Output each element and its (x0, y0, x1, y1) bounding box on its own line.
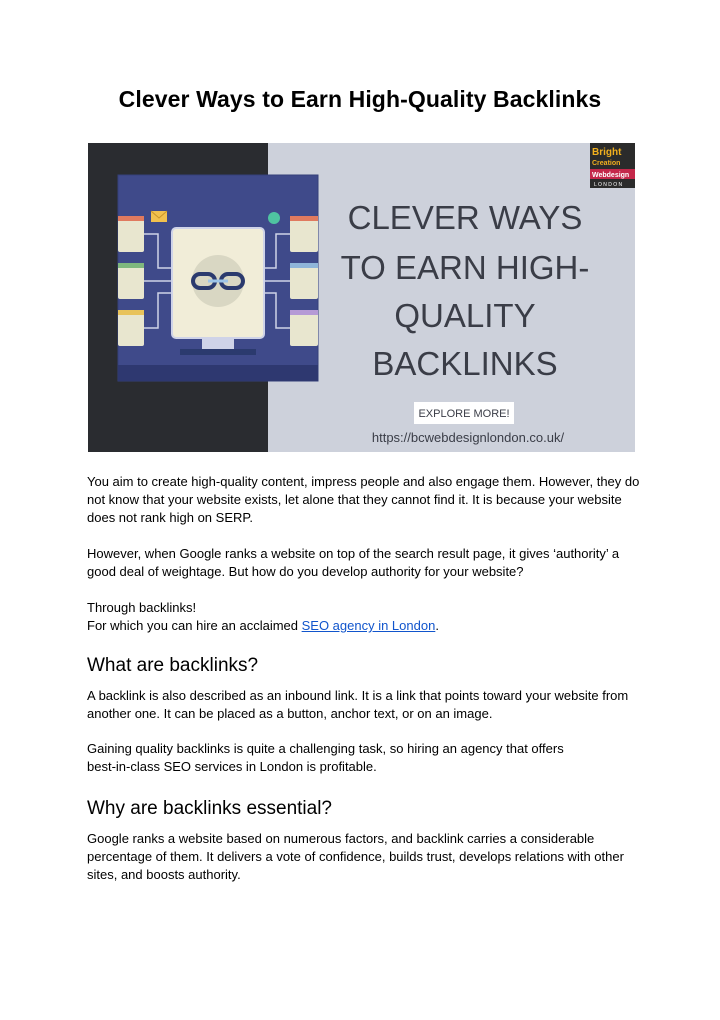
intro-line-suffix: . (435, 618, 439, 633)
banner-url: https://bcwebdesignlondon.co.uk/ (371, 430, 565, 445)
svg-text:L O N D O N: L O N D O N (594, 182, 623, 188)
intro-paragraph-1: You aim to create high-quality content, impress people and also engage them. However, they do not know that your website exists, let alone that they cannot find it. It is because your website does not rank high on SERP. (87, 474, 640, 525)
svg-text:Webdesign: Webdesign (592, 172, 630, 179)
svg-text:Bright: Bright (592, 147, 622, 158)
section1-paragraph-1: A backlink is also described as an inbound link. It is a link that points toward your website from another one. It can be placed as a button, anchor text, or on an image. (87, 688, 629, 721)
intro-line-through: Through backlinks! (87, 600, 197, 615)
section1-line-1: Gaining quality backlinks is quite a challenging task, so hiring an agency that offers (87, 741, 564, 756)
seo-agency-link[interactable]: SEO agency in London (301, 618, 436, 633)
banner-headline-line: TO EARN HIGH- (340, 249, 590, 286)
intro-paragraph-2: However, when Google ranks a website on top of the search result page, it gives ‘authority’ a good deal of weightage. But how do you develop authority for your website? (87, 546, 620, 579)
explore-more-button[interactable] (414, 402, 514, 424)
section1-line-2: best-in-class SEO services in London is profitable. (87, 759, 377, 774)
page-title: Clever Ways to Earn High-Quality Backlinks (118, 86, 602, 112)
intro-paragraph-3 (87, 599, 647, 635)
section1-paragraph-2 (87, 740, 647, 776)
intro-line-hire: For which you can hire an acclaimed (87, 618, 302, 633)
section2-paragraph-1: Google ranks a website based on numerous factors, and backlink carries a considerable percentage of them. It delivers a vote of confidence, builds trust, develops relations with other sites, and boosts authority. (87, 831, 624, 882)
banner-image (88, 143, 635, 452)
explore-more-label: EXPLORE MORE! (418, 408, 510, 420)
banner-headline-line: BACKLINKS (372, 345, 558, 382)
section-heading-why: Why are backlinks essential? (87, 798, 332, 819)
illustration (118, 175, 318, 381)
brand-logo (590, 143, 635, 188)
banner-headline-line: QUALITY (394, 297, 536, 334)
banner-headline-line: CLEVER WAYS (347, 199, 583, 236)
section-heading-what: What are backlinks? (87, 655, 259, 676)
svg-text:Creation: Creation (592, 160, 621, 167)
